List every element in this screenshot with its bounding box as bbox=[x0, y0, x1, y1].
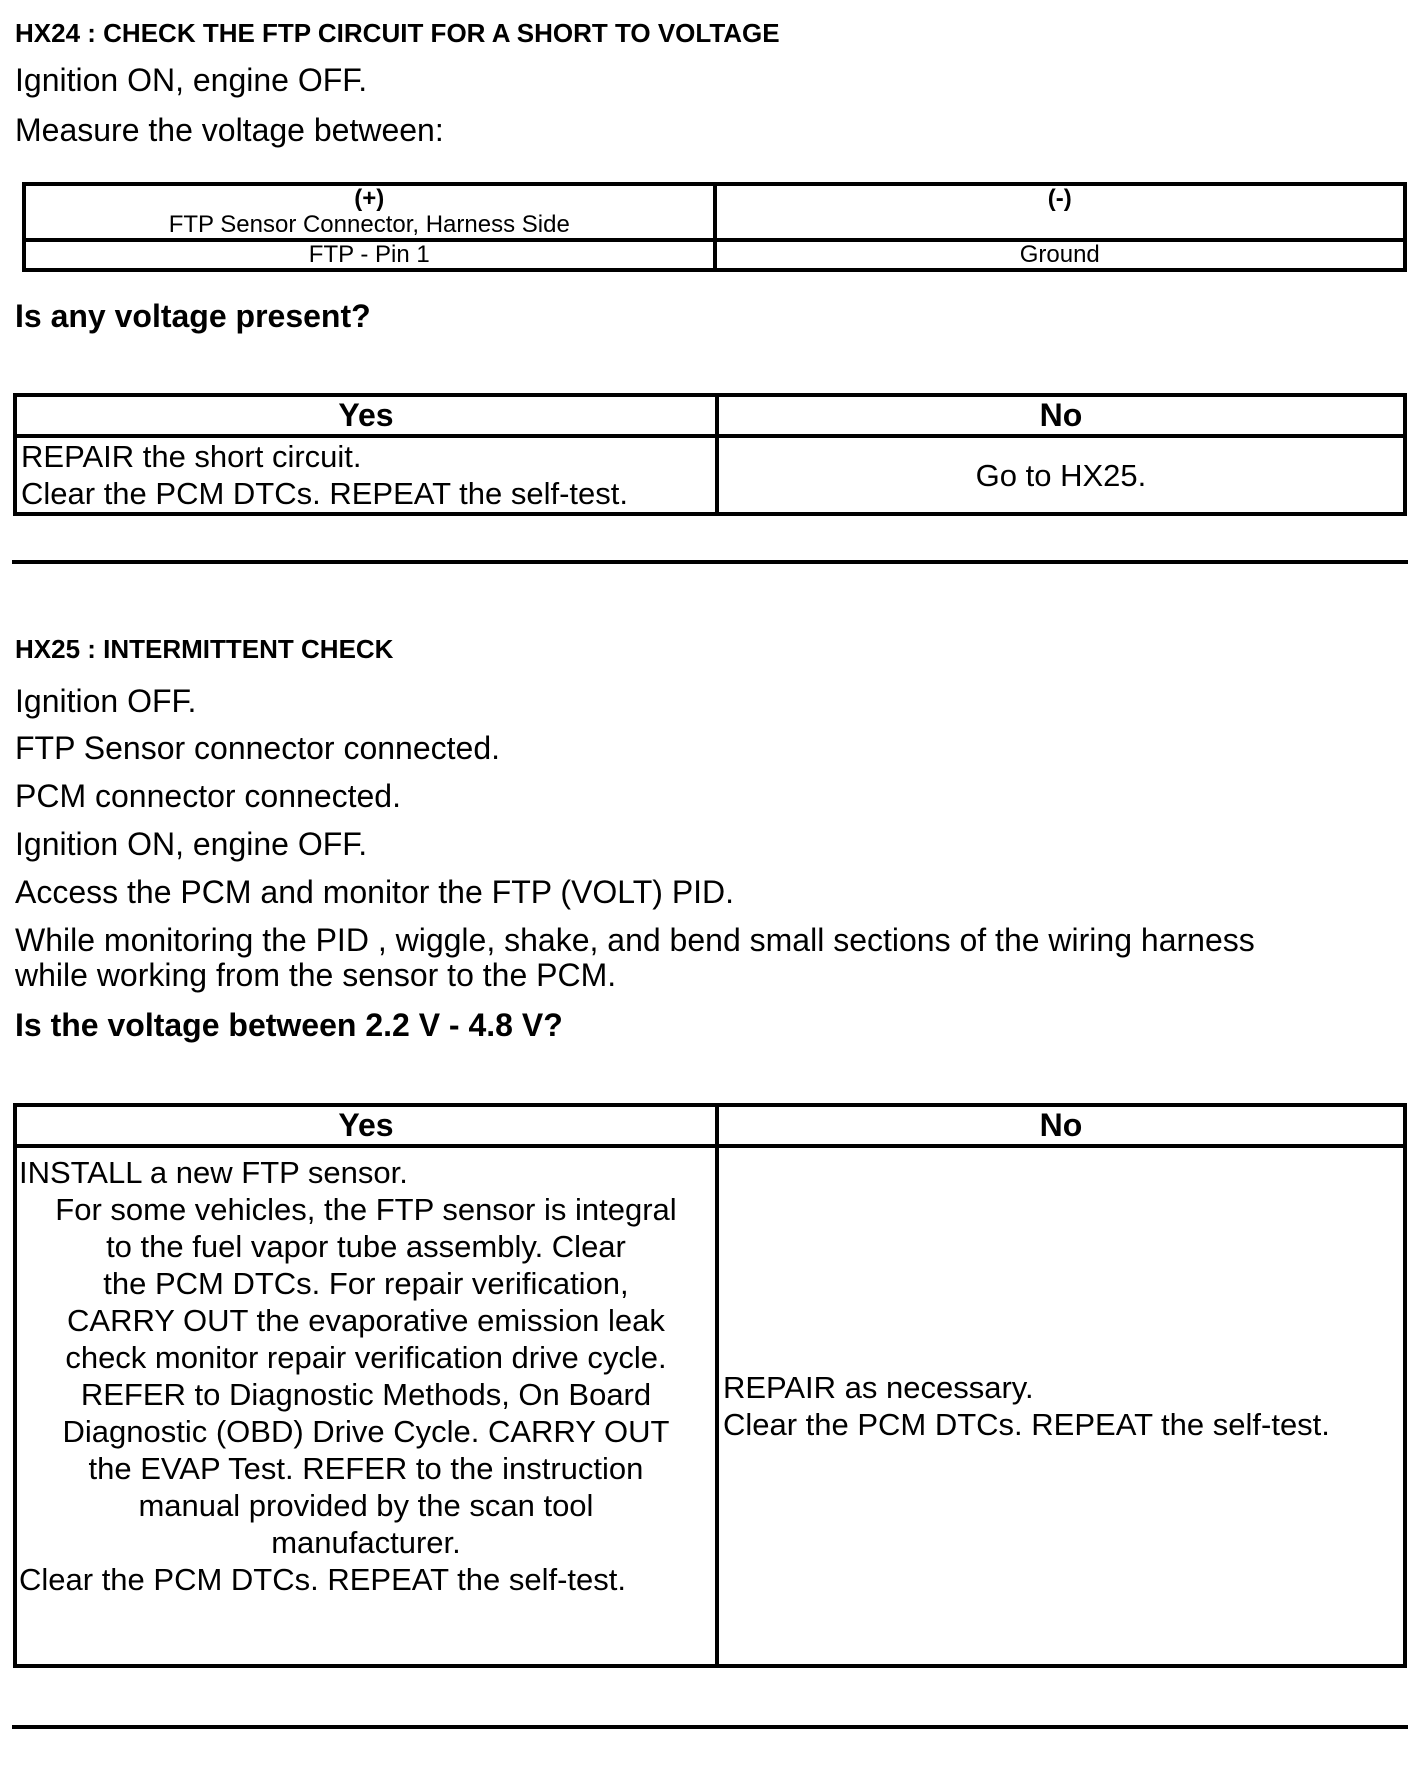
hx25-no-cell bbox=[717, 1146, 1405, 1666]
hx25-no-line-1: REPAIR as necessary. bbox=[722, 1370, 1034, 1405]
hx25-question: Is the voltage between 2.2 V - 4.8 V? bbox=[15, 1007, 563, 1043]
hx25-yes-line-9: the EVAP Test. REFER to the instruction bbox=[88, 1451, 644, 1486]
hx25-line-2: FTP Sensor connector connected. bbox=[15, 730, 501, 766]
hx25-title: HX25 : INTERMITTENT CHECK bbox=[15, 634, 394, 664]
hx25-yes-line-11: manufacturer. bbox=[271, 1525, 461, 1560]
hx25-line-5: Access the PCM and monitor the FTP (VOLT) PID. bbox=[15, 874, 735, 910]
hx24-yes-header: Yes bbox=[15, 395, 717, 436]
hx25-yes-line-6: check monitor repair verification drive cycle. bbox=[65, 1340, 667, 1375]
hx25-result-table bbox=[13, 1103, 1407, 1668]
measure-minus-header bbox=[715, 184, 1406, 240]
hx24-result-table bbox=[13, 393, 1407, 516]
hx24-no-cell: Go to HX25. bbox=[717, 436, 1405, 514]
hx25-yes-line-10: manual provided by the scan tool bbox=[138, 1488, 594, 1523]
hx24-measure-table bbox=[22, 182, 1407, 272]
hx25-line-1: Ignition OFF. bbox=[15, 683, 197, 719]
hx24-title: HX24 : CHECK THE FTP CIRCUIT FOR A SHORT TO VOLTAGE bbox=[15, 18, 780, 48]
section-divider-bottom bbox=[12, 1725, 1408, 1729]
section-divider bbox=[12, 560, 1408, 564]
hx24-yes-line-1: REPAIR the short circuit. bbox=[21, 439, 362, 474]
measure-plus-value: FTP - Pin 1 bbox=[24, 240, 715, 270]
hx25-no-line-2: Clear the PCM DTCs. REPEAT the self-test. bbox=[722, 1407, 1330, 1442]
plus-label: (+) bbox=[354, 185, 385, 212]
hx25-yes-line-3: to the fuel vapor tube assembly. Clear bbox=[106, 1229, 626, 1264]
hx25-yes-header: Yes bbox=[15, 1105, 717, 1146]
hx25-yes-line-4: the PCM DTCs. For repair verification, bbox=[103, 1266, 629, 1301]
hx25-yes-line-2: For some vehicles, the FTP sensor is integral bbox=[55, 1192, 677, 1227]
hx24-line-1: Ignition ON, engine OFF. bbox=[15, 62, 368, 98]
plus-sublabel: FTP Sensor Connector, Harness Side bbox=[168, 211, 570, 238]
minus-label: (-) bbox=[1047, 185, 1072, 212]
hx24-no-header: No bbox=[717, 395, 1405, 436]
hx25-yes-line-12: Clear the PCM DTCs. REPEAT the self-test. bbox=[19, 1562, 626, 1597]
hx25-line-7: while working from the sensor to the PCM. bbox=[15, 957, 617, 993]
hx25-yes-cell bbox=[15, 1146, 717, 1666]
hx24-line-2: Measure the voltage between: bbox=[15, 112, 444, 148]
hx25-yes-line-5: CARRY OUT the evaporative emission leak bbox=[67, 1303, 665, 1338]
hx25-yes-line-7: REFER to Diagnostic Methods, On Board bbox=[80, 1377, 652, 1412]
hx25-yes-line-8: Diagnostic (OBD) Drive Cycle. CARRY OUT bbox=[62, 1414, 670, 1449]
hx25-line-6: While monitoring the PID , wiggle, shake, and bend small sections of the wiring harness bbox=[15, 922, 1255, 958]
hx25-yes-line-1: INSTALL a new FTP sensor. bbox=[19, 1155, 408, 1190]
hx24-question: Is any voltage present? bbox=[15, 298, 371, 334]
hx24-yes-line-2: Clear the PCM DTCs. REPEAT the self-test. bbox=[21, 476, 628, 511]
hx25-line-4: Ignition ON, engine OFF. bbox=[15, 826, 368, 862]
measure-plus-header bbox=[24, 184, 715, 240]
hx25-line-3: PCM connector connected. bbox=[15, 778, 401, 814]
hx25-no-header: No bbox=[717, 1105, 1405, 1146]
hx24-yes-cell bbox=[15, 436, 717, 514]
measure-minus-value: Ground bbox=[715, 240, 1406, 270]
